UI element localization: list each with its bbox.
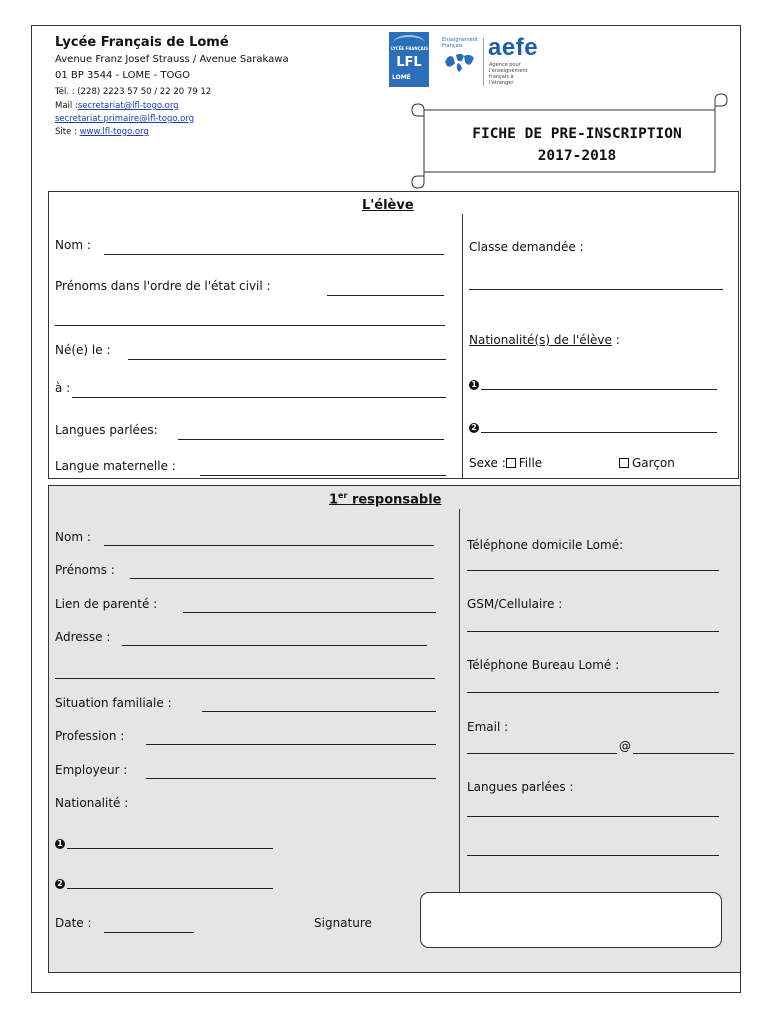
- nationalites-label-row: [469, 333, 620, 347]
- school-address-1: Avenue Franz Josef Strauss / Avenue Sarakawa: [55, 54, 289, 65]
- number-2-icon: 2: [55, 879, 65, 889]
- resp-nationalite-1-row: [55, 835, 65, 849]
- resp-langues-label: Langues parlées :: [467, 780, 574, 794]
- aefe-subtitle: Agence pour l'enseignement français à l'étranger: [489, 62, 528, 86]
- resp-nom-field[interactable]: [104, 545, 434, 546]
- resp-adresse-field[interactable]: [122, 645, 427, 646]
- lfl-logo-text: LFL: [396, 55, 422, 70]
- responsable-divider: [459, 509, 460, 893]
- resp-nom-label: Nom :: [55, 530, 91, 544]
- eleve-langue-maternelle-field[interactable]: [200, 475, 446, 476]
- tel-domicile-label: Téléphone domicile Lomé:: [467, 538, 624, 552]
- resp-langues-field-2[interactable]: [467, 855, 719, 856]
- eleve-prenoms-field-2[interactable]: [55, 325, 445, 326]
- school-name: Lycée Français de Lomé: [55, 35, 229, 50]
- site-label: Site :: [55, 127, 80, 137]
- form-title: FICHE DE PRE-INSCRIPTION: [472, 126, 682, 142]
- tel-bureau-field[interactable]: [467, 692, 719, 693]
- eleve-lieu-field[interactable]: [72, 397, 446, 398]
- resp-profession-field[interactable]: [146, 744, 436, 745]
- responsable-title-num: 1: [329, 492, 339, 508]
- eleve-langue-maternelle-label: Langue maternelle :: [55, 459, 176, 473]
- eleve-prenoms-label: Prénoms dans l'ordre de l'état civil :: [55, 279, 271, 293]
- resp-lien-field[interactable]: [183, 612, 436, 613]
- resp-prenoms-label: Prénoms :: [55, 563, 115, 577]
- eleve-date-naissance-field[interactable]: [128, 359, 446, 360]
- gsm-label: GSM/Cellulaire :: [467, 597, 563, 611]
- eleve-ne-le-label: Né(e) le :: [55, 343, 111, 357]
- sexe-label: Sexe :: [469, 456, 506, 470]
- eleve-divider: [462, 214, 463, 479]
- fille-label: Fille: [518, 456, 543, 470]
- responsable-section-title: [329, 491, 442, 507]
- garcon-checkbox[interactable]: [619, 458, 629, 468]
- date-label: Date :: [55, 916, 92, 930]
- resp-profession-label: Profession :: [55, 729, 125, 743]
- signature-label: Signature: [314, 916, 372, 930]
- school-site-row: [55, 127, 149, 137]
- email-domain-field[interactable]: [633, 753, 734, 754]
- lfl-logo: [389, 32, 429, 87]
- world-map-icon: [442, 44, 476, 74]
- resp-nationalite-2-row: [55, 875, 65, 889]
- number-1-icon: 1: [55, 839, 65, 849]
- aefe-small-text: Enseignement Français: [442, 37, 478, 49]
- email-label: Email :: [467, 720, 509, 734]
- number-1-icon: 1: [469, 380, 479, 390]
- resp-situation-field[interactable]: [202, 711, 436, 712]
- mail-link-1[interactable]: secretariat@lfl-togo.org: [77, 101, 179, 111]
- resp-situation-label: Situation familiale :: [55, 696, 172, 710]
- email-user-field[interactable]: [467, 753, 617, 754]
- resp-employeur-label: Employeur :: [55, 763, 128, 777]
- number-2-icon: 2: [469, 423, 479, 433]
- logo-divider: [483, 38, 484, 86]
- school-mail-row-2: [55, 114, 194, 124]
- fille-checkbox[interactable]: [506, 458, 516, 468]
- resp-nationalite-label: Nationalité :: [55, 796, 129, 810]
- eleve-nom-field[interactable]: [104, 254, 444, 255]
- mail-link-2[interactable]: secretariat.primaire@lfl-togo.org: [55, 114, 195, 124]
- lfl-logo-top: LYCÉE FRANÇAIS: [391, 46, 429, 51]
- aefe-logo: aefe: [488, 34, 539, 61]
- gsm-field[interactable]: [467, 631, 719, 632]
- eleve-section-title: L'élève: [362, 198, 414, 213]
- resp-nationalite-2-field[interactable]: [67, 888, 273, 889]
- responsable-title-text: responsable: [347, 492, 442, 508]
- email-at-sign: @: [619, 739, 631, 753]
- nationalite-1-field[interactable]: [481, 389, 717, 390]
- resp-adresse-label: Adresse :: [55, 630, 111, 644]
- tel-domicile-field[interactable]: [467, 570, 719, 571]
- garcon-row: [619, 456, 675, 470]
- school-phone: Tél. : (228) 2223 57 50 / 22 20 79 12: [55, 87, 212, 97]
- resp-nationalite-1-field[interactable]: [67, 848, 273, 849]
- eleve-nom-label: Nom :: [55, 238, 91, 252]
- school-address-2: 01 BP 3544 - LOME - TOGO: [55, 70, 190, 81]
- nationalites-label: Nationalité(s) de l'élève: [469, 333, 612, 347]
- school-mail-row: [55, 101, 179, 111]
- classe-field[interactable]: [469, 289, 723, 290]
- resp-lien-label: Lien de parenté :: [55, 597, 158, 611]
- eleve-langues-field[interactable]: [178, 439, 444, 440]
- date-field[interactable]: [104, 932, 194, 933]
- signature-box[interactable]: [420, 892, 722, 948]
- form-year: 2017-2018: [537, 148, 617, 164]
- responsable-title-sup: er: [338, 491, 348, 500]
- garcon-label: Garçon: [632, 456, 675, 470]
- eleve-langues-label: Langues parlées:: [55, 423, 158, 437]
- nationalite-2-row: [469, 419, 479, 433]
- resp-prenoms-field[interactable]: [130, 578, 434, 579]
- nationalites-colon: :: [611, 333, 620, 347]
- nationalite-2-field[interactable]: [481, 432, 717, 433]
- classe-label: Classe demandée :: [469, 240, 584, 254]
- nationalite-1-row: [469, 376, 479, 390]
- resp-adresse-field-2[interactable]: [55, 678, 435, 679]
- resp-langues-field[interactable]: [467, 816, 719, 817]
- lfl-logo-sub: LOMÉ: [392, 74, 411, 81]
- eleve-lieu-label: à :: [55, 381, 71, 395]
- tel-bureau-label: Téléphone Bureau Lomé :: [467, 658, 620, 672]
- resp-employeur-field[interactable]: [146, 778, 436, 779]
- mail-label: Mail :: [55, 101, 78, 111]
- eleve-prenoms-field[interactable]: [327, 295, 444, 296]
- site-link[interactable]: www.lfl-togo.org: [79, 127, 149, 137]
- sexe-row: [469, 456, 542, 470]
